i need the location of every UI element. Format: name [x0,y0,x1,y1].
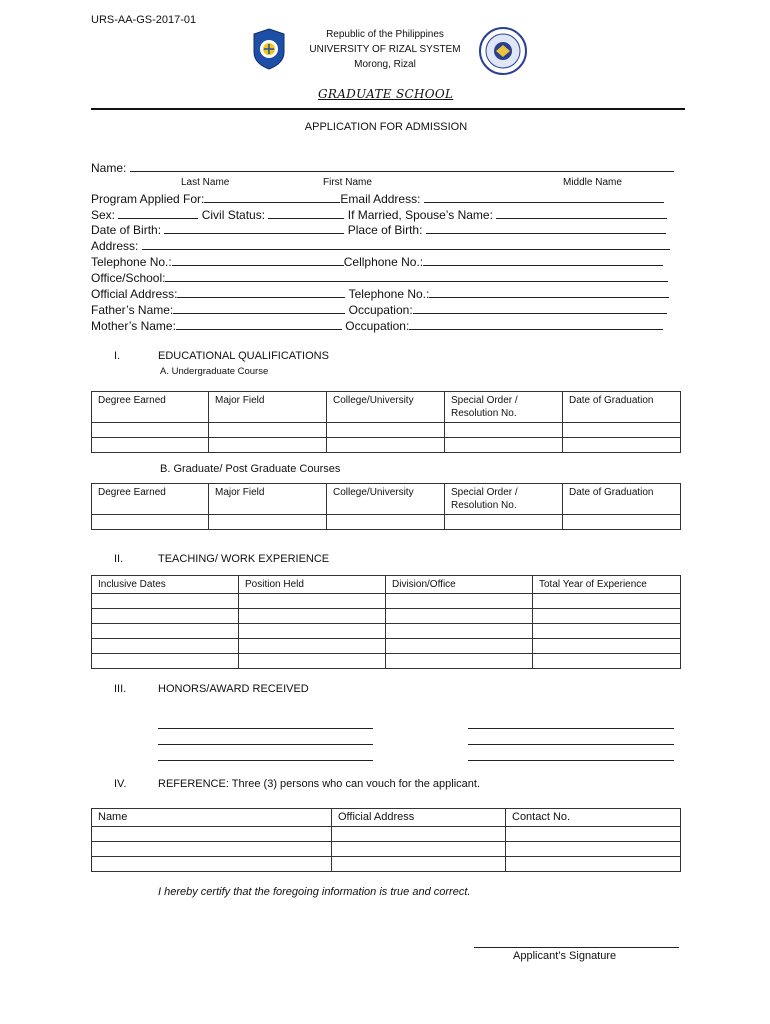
header-university: UNIVERSITY OF RIZAL SYSTEM [309,44,461,55]
honor-line[interactable] [468,727,674,729]
pob-field[interactable] [426,222,666,234]
table-row [92,857,681,872]
civil-status-label: Civil Status: [201,208,266,222]
dob-label: Date of Birth: [91,223,162,237]
mother-field[interactable] [176,318,342,330]
col-major-field: Major Field [209,392,327,423]
col-date-graduation: Date of Graduation [563,484,681,515]
section-4-title: REFERENCE: Three (3) persons who can vouch for the applicant. [158,778,481,790]
table-row [92,609,681,624]
graduate-heading: B. Graduate/ Post Graduate Courses [160,463,341,475]
graduate-school-seal-icon [478,26,528,76]
section-4-number: IV. [114,778,127,790]
mother-label: Mother’s Name: [91,319,176,333]
col-college: College/University [327,484,445,515]
name-label: Name: [91,161,127,175]
sex-field[interactable] [118,207,198,219]
col-ref-address: Official Address [332,809,506,827]
mother-occupation-label: Occupation: [345,319,410,333]
middle-name-caption: Middle Name [563,177,622,188]
table-row [92,654,681,669]
honor-line[interactable] [158,743,373,745]
address-field[interactable] [142,238,670,250]
father-occupation-field[interactable] [413,302,667,314]
cellphone-label: Cellphone No.: [343,255,424,269]
dob-row [91,222,681,237]
table-row [92,515,681,530]
col-ref-contact: Contact No. [506,809,681,827]
sex-row [91,207,681,222]
spouse-label: If Married, Spouse’s Name: [347,208,493,222]
civil-status-field[interactable] [268,207,344,219]
honor-line[interactable] [158,727,373,729]
col-division-office: Division/Office [386,576,533,594]
name-field[interactable] [130,160,674,172]
table-row [92,827,681,842]
honor-line[interactable] [158,759,373,761]
col-degree-earned: Degree Earned [92,392,209,423]
table-row [92,842,681,857]
col-ref-name: Name [92,809,332,827]
table-row [92,423,681,438]
form-title: APPLICATION FOR ADMISSION [304,121,468,133]
header-location: Morong, Rizal [354,59,416,70]
section-3-title: HONORS/AWARD RECEIVED [158,683,309,695]
honor-line[interactable] [468,759,674,761]
signature-label: Applicant’s Signature [513,950,617,962]
honor-line[interactable] [468,743,674,745]
section-2-title: TEACHING/ WORK EXPERIENCE [158,553,330,565]
telephone-field[interactable] [172,254,344,266]
telephone-2-field[interactable] [429,286,669,298]
official-address-label: Official Address: [91,287,178,301]
school-title: GRADUATE SCHOOL [318,87,454,101]
first-name-caption: First Name [323,177,372,188]
col-position-held: Position Held [239,576,386,594]
undergraduate-table [91,391,681,453]
mother-occupation-field[interactable] [409,318,663,330]
telephone-label: Telephone No.: [91,255,172,269]
cellphone-field[interactable] [423,254,663,266]
section-1-title: EDUCATIONAL QUALIFICATIONS [158,350,329,362]
certification-statement: I hereby certify that the foregoing information is true and correct. [158,886,471,898]
section-2-number: II. [114,553,124,565]
work-experience-table [91,575,681,669]
header-rule [91,108,685,110]
table-row [92,438,681,453]
col-special-order: Special Order / Resolution No. [445,484,563,515]
col-inclusive-dates: Inclusive Dates [92,576,239,594]
father-field[interactable] [173,302,345,314]
col-total-experience: Total Year of Experience [533,576,681,594]
undergraduate-heading: A. Undergraduate Course [160,366,269,377]
col-major-field: Major Field [209,484,327,515]
table-row [92,594,681,609]
pob-label: Place of Birth: [347,223,423,237]
email-label: Email Address: [340,192,421,206]
graduate-table [91,483,681,530]
program-row [91,191,681,206]
section-3-number: III. [114,683,127,695]
col-college: College/University [327,392,445,423]
program-label: Program Applied For: [91,192,205,206]
header-republic: Republic of the Philippines [326,29,444,40]
address-row [91,238,681,253]
program-field[interactable] [204,191,340,203]
address-label: Address: [91,239,139,253]
signature-line[interactable] [474,946,679,948]
email-field[interactable] [424,191,664,203]
telephone-2-label: Telephone No.: [348,287,430,301]
sex-label: Sex: [91,208,116,222]
col-special-order: Special Order / Resolution No. [445,392,563,423]
official-address-field[interactable] [177,286,345,298]
reference-table [91,808,681,872]
document-code: URS-AA-GS-2017-01 [91,14,197,26]
last-name-caption: Last Name [181,177,230,188]
table-row [92,624,681,639]
office-label: Office/School: [91,271,166,285]
name-row [91,160,681,175]
father-row [91,302,681,317]
dob-field[interactable] [164,222,344,234]
col-degree-earned: Degree Earned [92,484,209,515]
telephone-row [91,254,681,269]
col-date-graduation: Date of Graduation [563,392,681,423]
father-occupation-label: Occupation: [348,303,413,317]
father-label: Father’s Name: [91,303,174,317]
office-row [91,270,681,285]
official-address-row [91,286,681,301]
office-field[interactable] [165,270,668,282]
mother-row [91,318,681,333]
urs-seal-icon [252,28,286,70]
spouse-field[interactable] [496,207,667,219]
section-1-number: I. [114,350,121,362]
table-row [92,639,681,654]
